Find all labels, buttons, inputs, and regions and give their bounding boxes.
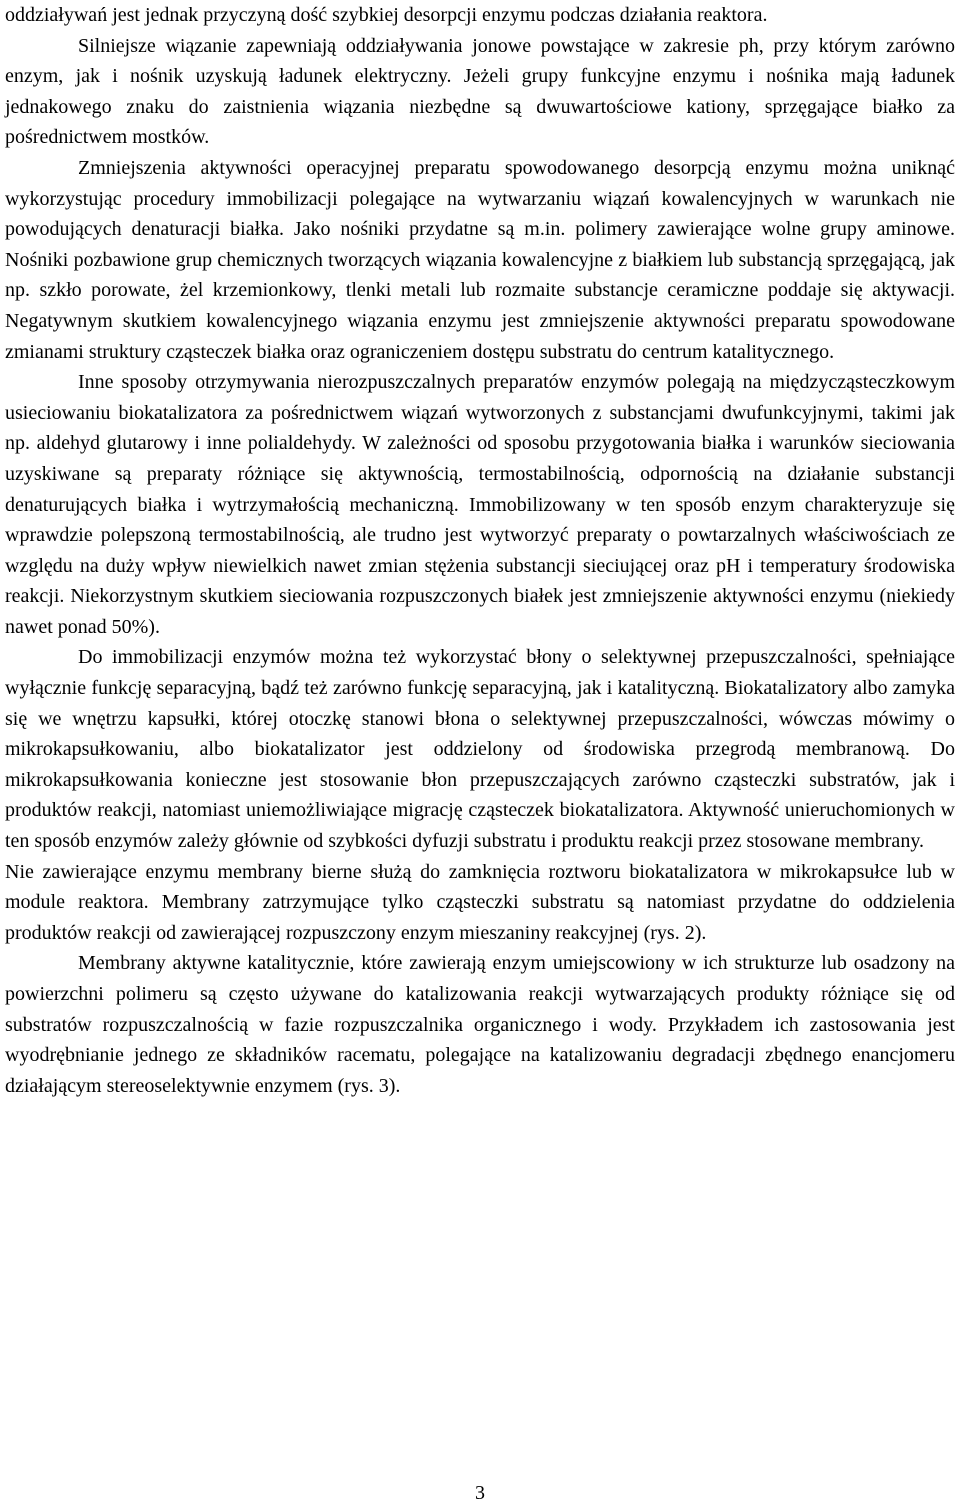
paragraph-2: Silniejsze wiązanie zapewniają oddziaływania jonowe powstające w zakresie ph, przy którym zarówno enzym, jak i nośnik uzyskują ładunek elektryczny. Jeżeli grupy funkcyjne enzymu i nośnika mają ładunek jednakowego znaku do zaistnienia wiązania niezbędne są dwuwartościowe kationy, sprzęgające białko za pośrednictwem mostków. <box>5 34 955 149</box>
paragraph-5: Do immobilizacji enzymów można też wykorzystać błony o selektywnej przepuszczalności, spełniające wyłącznie funkcję separacyjną, bądź też zarówno funkcję separacyjną, jak i katalityczną. Biokatalizatory albo zamyka się we wnętrzu kapsułki, której otoczkę stanowi błona o selektywnej przepuszczalności, wówczas mówimy o mikrokapsułkowaniu, albo biokatalizator jest oddzielony od środowiska przegrodą membranową. Do mikrokapsułkowania konieczne jest stosowanie błon przepuszczających zarówno cząsteczki substratów, jak i produktów reakcji, natomiast uniemożliwiające migrację cząsteczek biokatalizatora. Aktywność unieruchomionych w ten sposób enzymów zależy głównie od szybkości dyfuzji substratu i produktu reakcji przez stosowane membrany. <box>5 646 955 853</box>
paragraph-4: Inne sposoby otrzymywania nierozpuszczalnych preparatów enzymów polegają na międzycząsteczkowym usieciowaniu biokatalizatora za pośrednictwem wiązań wytworzonych z substancjami dwufunkcyjnymi, takimi jak np. aldehyd glutarowy i inne polialdehydy. W zależności od sposobu przygotowania białka i warunków sieciowania uzyskiwane są preparaty różniące się aktywnością, termostabilnością, odpornością na działanie substancji denaturujących białka i wytrzymałością mechaniczną. Immobilizowany w ten sposób enzym charakteryzuje się wprawdzie polepszoną termostabilnością, ale trudno jest wytworzyć preparaty o powtarzalnych właściwościach ze względu na duży wpływ niewielkich nawet zmian stężenia substancji sieciującej oraz pH i temperatury środowiska reakcji. Niekorzystnym skutkiem sieciowania rozpuszczonych białek jest zmniejszenie aktywności enzymu (niekiedy nawet ponad 50%). <box>5 371 955 638</box>
paragraph-1: oddziaływań jest jednak przyczyną dość szybkiej desorpcji enzymu podczas działania reaktora. <box>5 4 768 26</box>
document-body <box>5 0 955 1101</box>
page-number: 3 <box>475 1482 485 1504</box>
paragraph-6: Nie zawierające enzymu membrany bierne służą do zamknięcia roztworu biokatalizatora w mikrokapsułce lub w module reaktora. Membrany zatrzymujące tylko cząsteczki substratu są natomiast przydatne do oddzielenia produktów reakcji od zawierającej rozpuszczony enzym mieszaniny reakcyjnej (rys. 2). <box>5 860 955 944</box>
paragraph-3: Zmniejszenia aktywności operacyjnej preparatu spowodowanego desorpcją enzymu można uniknąć wykorzystując procedury immobilizacji polegające na wytwarzaniu wiązań kowalencyjnych w warunkach nie powodujących denaturacji białka. Jako nośniki przydatne są m.in. polimery zawierające wolne grupy aminowe. Nośniki pozbawione grup chemicznych tworzących wiązania kowalencyjne z białkiem lub substancją sprzęgającą, jak np. szkło porowate, żel krzemionkowy, tlenki metali lub rozmaite substancje ceramiczne poddaje się aktywacji. Negatywnym skutkiem kowalencyjnego wiązania enzymu jest zmniejszenie aktywności preparatu spowodowane zmianami struktury cząsteczek białka oraz ograniczeniem dostępu substratu do centrum katalitycznego. <box>5 156 955 363</box>
paragraph-7: Membrany aktywne katalitycznie, które zawierają enzym umiejscowiony w ich strukturze lub osadzony na powierzchni polimeru są często używane do katalizowania reakcji wytwarzających produkty różniące się od substratów rozpuszczalnością w fazie rozpuszczalnika organicznego i wody. Przykładem ich zastosowania jest wyodrębnianie jednego ze składników racematu, polegające na katalizowaniu degradacji zbędnego enancjomeru działającym stereoselektywnie enzymem (rys. 3). <box>5 952 955 1097</box>
